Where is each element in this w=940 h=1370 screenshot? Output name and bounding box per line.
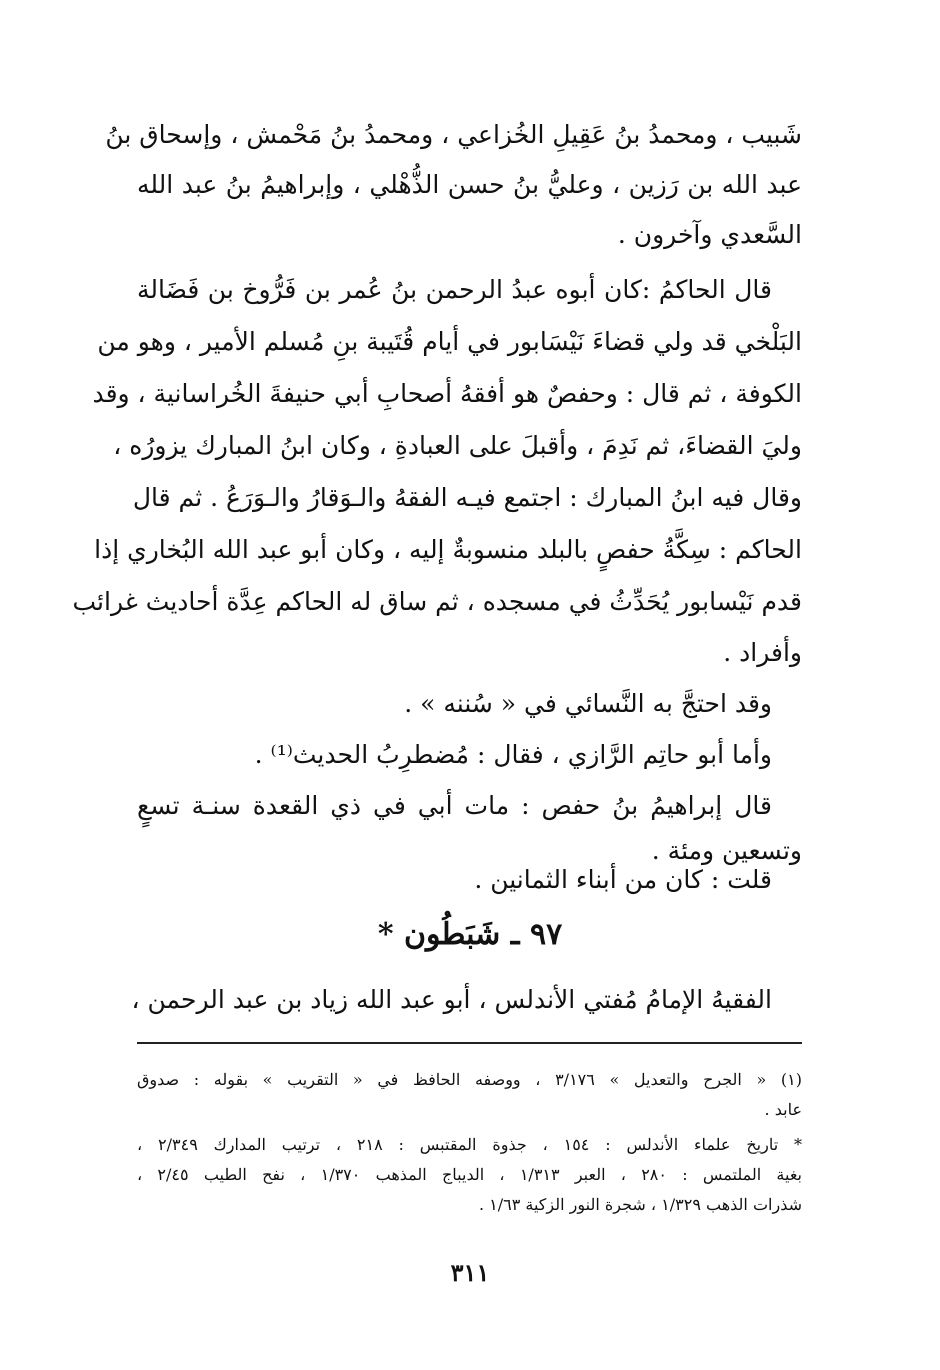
body-line: وأفراد . <box>723 638 802 667</box>
footnote-line: * تاريخ علماء الأندلس : ١٥٤ ، جذوة المقتبس : ٢١٨ ، ترتيب المدارك ٢/٣٤٩ ، <box>137 1135 803 1154</box>
body-line: وأما أبو حاتِم الرَّازي ، فقال : مُضطرِبُ الحديث⁽¹⁾ . <box>254 740 772 769</box>
body-line: الحاكم : سِكَّةُ حفصٍ بالبلد منسوبةٌ إليه ، وكان أبو عبد الله البُخاري إذا <box>94 535 802 564</box>
body-line: وتسعين ومئة . <box>651 836 802 865</box>
body-line: السَّعدي وآخرون . <box>617 220 802 249</box>
body-line: عبد الله بن رَزين ، وعليُّ بنُ حسن الذُّهْلي ، وإبراهيمُ بنُ عبد الله <box>137 170 802 199</box>
body-line: وقال فيه ابنُ المبارك : اجتمع فيـه الفقهُ والـوَقارُ والـوَرَعُ . ثم قال <box>132 483 802 512</box>
body-line: وليَ القضاءَ، ثم نَدِمَ ، وأقبلَ على العبادةِ ، وكان ابنُ المبارك يزورُه ، <box>113 431 802 460</box>
body-line: وقد احتجَّ به النَّسائي في « سُننه » . <box>404 689 772 718</box>
body-line: البَلْخي قد ولي قضاءَ نَيْسَابور في أيام قُتَيبة بنِ مُسلم الأمير ، وهو من <box>97 327 802 356</box>
footnote-line: شذرات الذهب ١/٣٢٩ ، شجرة النور الزكية ١/٦٣ . <box>478 1195 802 1214</box>
footnote-divider <box>137 1042 802 1044</box>
body-line: الفقيهُ الإمامُ مُفتي الأندلس ، أبو عبد الله زياد بن عبد الرحمن ، <box>131 985 772 1014</box>
body-line: قلت : كان من أبناء الثمانين . <box>474 865 772 894</box>
body-line: شَبيب ، ومحمدُ بنُ عَقِيلِ الخُزاعي ، ومحمدُ بنُ مَحْمش ، وإسحاق بنُ <box>105 120 802 149</box>
body-line: الكوفة ، ثم قال : وحفصٌ هو أفقهُ أصحابِ أبي حنيفةَ الخُراسانية ، وقد <box>92 379 802 408</box>
section-title: ٩٧ ـ شَبَطُون * <box>377 917 563 952</box>
footnote-line: بغية الملتمس : ٢٨٠ ، العبر ١/٣١٣ ، الديباج المذهب ١/٣٧٠ ، نفح الطيب ٢/٤٥ ، <box>137 1165 803 1184</box>
page-number: ٣١١ <box>450 1258 490 1287</box>
body-line: قال الحاكمُ :كان أبوه عبدُ الرحمن بنُ عُمر بن فَرُّوخ بن فَضَالة <box>137 275 772 304</box>
footnote-line: عابد . <box>764 1100 802 1119</box>
footnote-line: (١) « الجرح والتعديل » ٣/١٧٦ ، ووصفه الحافظ في « التقريب » بقوله : صدوق <box>137 1070 803 1089</box>
body-line: قال إبراهيمُ بنُ حفص : مات أبي في ذي القعدة سنـة تسعٍ <box>137 791 772 820</box>
body-line: قدم نَيْسابور يُحَدِّثُ في مسجده ، ثم ساق له الحاكم عِدَّة أحاديث غرائب <box>72 587 802 616</box>
